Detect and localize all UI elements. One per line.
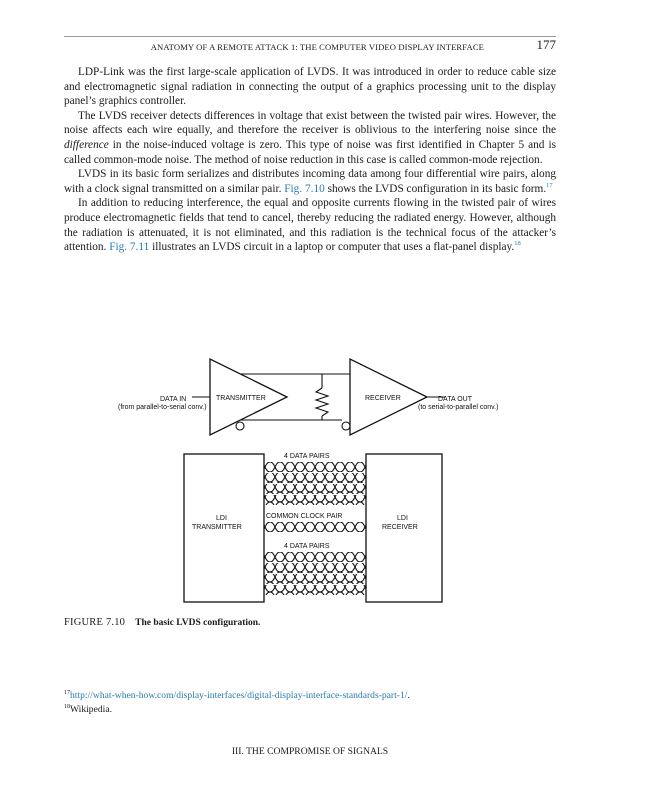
common-clock-label: COMMON CLOCK PAIR	[266, 513, 343, 520]
figure-caption	[64, 617, 260, 628]
paragraph-2	[64, 109, 556, 167]
footnote-17-link[interactable]: http://what-when-how.com/display-interfaces/digital-display-interface-standards-part-1/	[70, 690, 408, 701]
ldi-transmitter-label-2: TRANSMITTER	[192, 524, 242, 531]
twisted-pair	[264, 495, 366, 505]
clock-twisted-pair	[264, 522, 366, 532]
footnote-18	[64, 703, 410, 717]
caption-title: The basic LVDS configuration.	[135, 618, 261, 628]
paragraph-4	[64, 196, 556, 254]
footnote-18-number: 18	[64, 703, 70, 710]
twisted-pair	[264, 585, 366, 595]
paragraph-4-text-b: illustrates an LVDS circuit in a laptop or computer that uses a flat-panel display.	[149, 241, 515, 254]
paragraph-3-text-b: shows the LVDS configuration in its basic form.	[324, 182, 547, 195]
ldi-receiver-label-1: LDI	[397, 515, 408, 522]
twisted-pair	[264, 462, 366, 472]
terminal-node	[342, 422, 350, 430]
figure-7-10	[110, 352, 510, 612]
running-head: ANATOMY OF A REMOTE ATTACK 1: THE COMPUTER VIDEO DISPLAY INTERFACE	[150, 42, 484, 52]
footnote-17	[64, 689, 410, 703]
schematic-bottom	[184, 453, 442, 602]
paragraph-2-text-b: in the noise-induced voltage is zero. This type of noise was first identified in Chapter 5 and is called common-mode noise. The method of noise reduction in this case is called common-mode rejection.	[64, 138, 556, 166]
paragraph-4-text-a: In addition to reducing interference, the equal and opposite currents flowing in the twisted pair of wires produce electromagnetic fields that tend to cancel, thereby reducing the radiated energy. However, although the radiation is attenuated, it is not eliminated, and this radiation is the technical focus of the attacker’s attention.	[64, 197, 556, 254]
ldi-transmitter-label-1: LDI	[216, 515, 227, 522]
receiver-label: RECEIVER	[365, 395, 401, 402]
page-number: 177	[536, 37, 556, 52]
caption-label: FIGURE 7.10	[64, 617, 126, 628]
body-text	[64, 65, 556, 255]
paragraph-2-emphasis: difference	[64, 138, 109, 151]
twisted-pair	[264, 484, 366, 494]
page-footer: III. THE COMPROMISE OF SIGNALS	[231, 746, 389, 757]
footnote-17-number: 17	[64, 689, 70, 696]
lvds-diagram	[110, 352, 510, 612]
twisted-pair	[264, 574, 366, 584]
footnotes	[64, 689, 410, 717]
data-pairs-top-label: 4 DATA PAIRS	[284, 453, 330, 460]
paragraph-3-text-a: LVDS in its basic form serializes and distributes incoming data among four differential wire pairs, along with a clock signal transmitted on a similar pair.	[64, 168, 556, 195]
termination-resistor	[316, 388, 328, 416]
twisted-pair	[264, 563, 366, 573]
terminal-node	[236, 422, 244, 430]
data-pairs-bottom-label: 4 DATA PAIRS	[284, 543, 330, 550]
figure-ref-7-10[interactable]: Fig. 7.10	[284, 182, 325, 195]
footnote-ref-18[interactable]: 18	[514, 240, 521, 248]
figure-ref-7-11[interactable]: Fig. 7.11	[109, 241, 150, 254]
paragraph-1	[64, 65, 556, 109]
transmitter-label: TRANSMITTER	[216, 395, 266, 402]
twisted-pair	[264, 473, 366, 483]
paragraph-3	[64, 167, 556, 196]
header-rule	[64, 36, 556, 37]
footnote-ref-17[interactable]: 17	[546, 181, 553, 189]
data-out-sub-label: (to serial-to-parallel conv.)	[418, 404, 499, 411]
data-in-sub-label: (from parallel-to-serial conv.)	[118, 404, 207, 411]
twisted-pair	[264, 552, 366, 562]
footnote-17-end: .	[407, 690, 410, 701]
paragraph-2-text-a: The LVDS receiver detects differences in voltage that exist between the twisted pair wires. However, the noise affects each wire equally, and therefore the receiver is oblivious to the interfering noise since the	[64, 109, 556, 137]
data-in-label: DATA IN	[160, 396, 187, 403]
footnote-18-text: Wikipedia.	[70, 704, 112, 715]
paragraph-1-text: LDP-Link was the first large-scale application of LVDS. It was introduced in order to reduce cable size and electromagnetic signal radiation in connecting the output of a graphics processing unit to the display panel’s graphics controller.	[64, 66, 556, 108]
schematic-top	[118, 359, 498, 435]
ldi-receiver-label-2: RECEIVER	[382, 524, 418, 531]
data-out-label: DATA OUT	[438, 396, 472, 403]
